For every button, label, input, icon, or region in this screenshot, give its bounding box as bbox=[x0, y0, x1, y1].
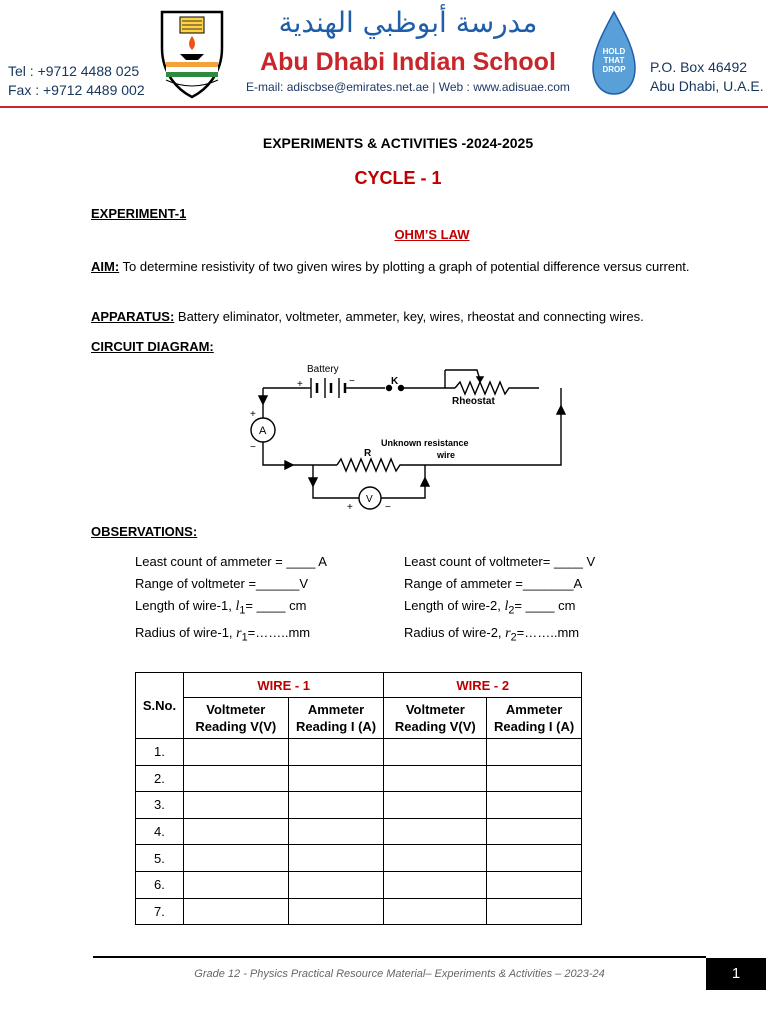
voltmeter-arrow-right bbox=[421, 478, 429, 486]
table-cell[interactable] bbox=[384, 871, 487, 898]
school-crest-logo bbox=[158, 8, 226, 100]
drop-text-3: DROP bbox=[602, 65, 626, 74]
obs-radius-wire1: Radius of wire-1, $r_1=\dots\dots..mm$ bbox=[135, 624, 311, 644]
footer-text: Grade 12 - Physics Practical Resource Material– Experiments & Activities – 2023-24 bbox=[194, 968, 605, 980]
drop-text-1: HOLD bbox=[602, 47, 626, 56]
aim-label: AIM: bbox=[91, 259, 120, 274]
voltmeter-label: V bbox=[366, 494, 373, 505]
obs-range-ammeter: Range of ammeter =_______A bbox=[404, 576, 583, 591]
table-cell[interactable] bbox=[288, 765, 384, 792]
observations-right bbox=[404, 551, 595, 648]
aim-text: To determine resistivity of two given wires by plotting a graph of potential difference versus current. bbox=[119, 259, 690, 274]
wire2-ammeter-header: Ammeter Reading I (A) bbox=[487, 698, 582, 739]
voltmeter-lead-left bbox=[313, 465, 359, 498]
resistor-label: R bbox=[364, 448, 372, 459]
school-name: Abu Dhabi Indian School bbox=[260, 48, 556, 76]
voltmeter-plus: + bbox=[347, 502, 353, 513]
ammeter-label: A bbox=[259, 425, 267, 437]
observations-heading: OBSERVATIONS: bbox=[91, 524, 198, 539]
aim-paragraph bbox=[91, 257, 701, 276]
table-row bbox=[136, 765, 582, 792]
page-number: 1 bbox=[706, 958, 766, 990]
letterhead bbox=[0, 0, 768, 110]
wire-left-bottom bbox=[263, 442, 337, 465]
resistor-r bbox=[337, 459, 427, 471]
contact-phone bbox=[8, 62, 145, 100]
battery-plus: + bbox=[297, 379, 303, 390]
table-cell[interactable] bbox=[183, 792, 288, 819]
table-cell[interactable] bbox=[487, 739, 582, 766]
current-arrow-left bbox=[259, 396, 267, 404]
table-row bbox=[136, 898, 582, 925]
voltmeter-minus: − bbox=[385, 502, 391, 513]
wire1-voltmeter-header: Voltmeter Reading V(V) bbox=[183, 698, 288, 739]
table-cell[interactable] bbox=[384, 739, 487, 766]
table-cell[interactable] bbox=[183, 871, 288, 898]
table-cell[interactable] bbox=[183, 845, 288, 872]
table-cell[interactable] bbox=[487, 845, 582, 872]
document-title: EXPERIMENTS & ACTIVITIES -2024-2025 bbox=[262, 135, 534, 151]
experiment-title: OHM’S LAW bbox=[394, 227, 470, 242]
apparatus-label: APPARATUS: bbox=[91, 309, 175, 324]
table-cell[interactable] bbox=[384, 765, 487, 792]
table-cell[interactable] bbox=[487, 898, 582, 925]
wire1-header: WIRE - 1 bbox=[183, 673, 384, 698]
table-cell[interactable] bbox=[288, 739, 384, 766]
experiment-heading: EXPERIMENT-1 bbox=[91, 206, 187, 221]
header-divider bbox=[0, 106, 768, 108]
table-cell[interactable] bbox=[487, 818, 582, 845]
table-cell[interactable] bbox=[183, 818, 288, 845]
sno-header: S.No. bbox=[136, 673, 184, 739]
ammeter-minus: − bbox=[250, 442, 256, 453]
observations-left bbox=[135, 551, 327, 648]
obs-radius-wire2: Radius of wire-2, $r_2=\dots\dots..mm$ bbox=[404, 624, 580, 644]
row-number: 2. bbox=[136, 765, 184, 792]
rheostat-coil bbox=[455, 382, 539, 394]
obs-range-voltmeter: Range of voltmeter =______V bbox=[135, 576, 309, 591]
row-number: 3. bbox=[136, 792, 184, 819]
wire2-header: WIRE - 2 bbox=[384, 673, 582, 698]
table-cell[interactable] bbox=[288, 898, 384, 925]
current-arrow-right bbox=[557, 406, 565, 414]
circuit-diagram-heading: CIRCUIT DIAGRAM: bbox=[91, 339, 214, 354]
obs-length-wire2: Length of wire-2, $l_2=$ ____ cm bbox=[404, 598, 576, 617]
battery-label: Battery bbox=[307, 364, 339, 375]
table-cell[interactable] bbox=[288, 792, 384, 819]
contact-address bbox=[650, 58, 764, 96]
table-cell[interactable] bbox=[384, 792, 487, 819]
circuit-diagram bbox=[245, 360, 575, 515]
wire1-ammeter-header: Ammeter Reading I (A) bbox=[288, 698, 384, 739]
table-row bbox=[136, 845, 582, 872]
voltmeter-arrow-left bbox=[309, 478, 317, 486]
table-cell[interactable] bbox=[384, 898, 487, 925]
wire-label: wire bbox=[437, 450, 456, 460]
po-box-text: P.O. Box 46492 bbox=[650, 59, 748, 75]
key-label: K bbox=[391, 376, 399, 387]
voltmeter-lead-right bbox=[381, 465, 425, 498]
obs-length-wire1: Length of wire-1, $l_1=$ ____ cm bbox=[135, 598, 307, 617]
city-text: Abu Dhabi, U.A.E. bbox=[650, 78, 764, 94]
table-row bbox=[136, 739, 582, 766]
wire2-voltmeter-header: Voltmeter Reading V(V) bbox=[384, 698, 487, 739]
unknown-resistance-label: Unknown resistance bbox=[381, 438, 469, 448]
table-cell[interactable] bbox=[183, 739, 288, 766]
water-drop-logo bbox=[591, 10, 637, 96]
cycle-heading: CYCLE - 1 bbox=[354, 168, 442, 188]
row-number: 7. bbox=[136, 898, 184, 925]
table-row bbox=[136, 871, 582, 898]
rheostat-arrow bbox=[477, 377, 483, 382]
table-cell[interactable] bbox=[487, 765, 582, 792]
school-name-arabic: مدرسة أبوظبي الهندية bbox=[278, 6, 538, 39]
tel-text: Tel : +9712 4488 025 bbox=[8, 63, 140, 79]
row-number: 4. bbox=[136, 818, 184, 845]
table-row bbox=[136, 818, 582, 845]
row-number: 5. bbox=[136, 845, 184, 872]
table-cell[interactable] bbox=[288, 845, 384, 872]
rheostat-slider bbox=[445, 370, 480, 380]
row-number: 1. bbox=[136, 739, 184, 766]
row-number: 6. bbox=[136, 871, 184, 898]
observation-table bbox=[135, 672, 582, 925]
table-cell[interactable] bbox=[487, 792, 582, 819]
battery-minus: − bbox=[349, 376, 355, 387]
table-cell[interactable] bbox=[384, 845, 487, 872]
ammeter-plus: + bbox=[250, 409, 256, 420]
table-cell[interactable] bbox=[288, 871, 384, 898]
apparatus-text: Battery eliminator, voltmeter, ammeter, key, wires, rheostat and connecting wires. bbox=[174, 309, 644, 324]
table-cell[interactable] bbox=[183, 765, 288, 792]
battery-symbol bbox=[307, 378, 349, 398]
table-cell[interactable] bbox=[183, 898, 288, 925]
table-cell[interactable] bbox=[384, 818, 487, 845]
drop-text-2: THAT bbox=[603, 56, 625, 65]
table-cell[interactable] bbox=[487, 871, 582, 898]
table-cell[interactable] bbox=[288, 818, 384, 845]
obs-least-count-ammeter: Least count of ammeter = ____ A bbox=[135, 554, 327, 569]
fax-text: Fax : +9712 4489 002 bbox=[8, 82, 145, 98]
current-arrow-bottom bbox=[285, 461, 293, 469]
footer-divider bbox=[93, 956, 706, 958]
table-row bbox=[136, 792, 582, 819]
email-web-line: E-mail: adiscbse@emirates.net.ae | Web : www.adisuae.com bbox=[246, 80, 570, 94]
apparatus-paragraph bbox=[91, 307, 701, 326]
obs-least-count-voltmeter: Least count of voltmeter= ____ V bbox=[404, 554, 596, 569]
rheostat-label: Rheostat bbox=[452, 396, 495, 407]
